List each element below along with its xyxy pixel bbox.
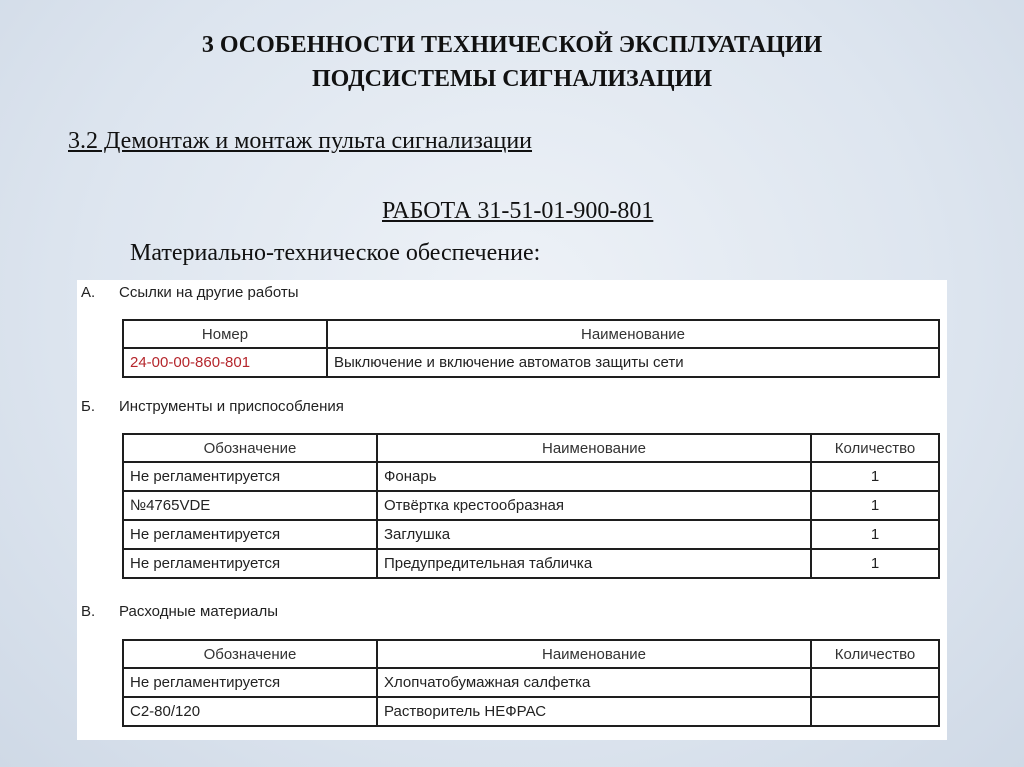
quantity-cell <box>811 668 939 697</box>
table-row <box>123 520 939 549</box>
designation-cell: №4765VDE <box>123 491 377 520</box>
section-a-letter: А. <box>81 284 96 301</box>
quantity-cell: 1 <box>811 520 939 549</box>
consumables-table <box>122 639 940 727</box>
header-designation: Обозначение <box>123 640 377 668</box>
slide-title-line-2: ПОДСИСТЕМЫ СИГНАЛИЗАЦИИ <box>311 66 713 92</box>
designation-cell: Не регламентируется <box>123 462 377 491</box>
section-b-letter: Б. <box>81 398 96 415</box>
table-header-row <box>123 434 939 462</box>
section-b-title: Инструменты и приспособления <box>119 398 344 415</box>
quantity-cell: 1 <box>811 462 939 491</box>
tools-table <box>122 433 940 579</box>
section-b-heading <box>81 395 344 419</box>
name-cell: Предупредительная табличка <box>377 549 811 578</box>
designation-cell: Не регламентируется <box>123 668 377 697</box>
header-name: Наименование <box>377 434 811 462</box>
table-row <box>123 491 939 520</box>
quantity-cell: 1 <box>811 491 939 520</box>
name-cell: Растворитель НЕФРАС <box>377 697 811 726</box>
table-row <box>123 348 939 377</box>
table-header-row <box>123 320 939 348</box>
document-panel <box>77 280 947 740</box>
section-c-letter: В. <box>81 603 96 620</box>
materials-label: Материально-техническое обеспечение: <box>130 240 541 266</box>
section-a-heading <box>81 281 299 305</box>
quantity-cell <box>811 697 939 726</box>
table-row <box>123 462 939 491</box>
section-c-title: Расходные материалы <box>119 603 278 620</box>
slide-title-line-1: 3 ОСОБЕННОСТИ ТЕХНИЧЕСКОЙ ЭКСПЛУАТАЦИИ <box>201 32 823 58</box>
header-name: Наименование <box>327 320 939 348</box>
table-row <box>123 668 939 697</box>
designation-cell: Не регламентируется <box>123 520 377 549</box>
header-quantity: Количество <box>811 434 939 462</box>
section-c-heading <box>81 600 278 624</box>
name-cell: Отвёртка крестообразная <box>377 491 811 520</box>
header-name: Наименование <box>377 640 811 668</box>
name-cell: Хлопчатобумажная салфетка <box>377 668 811 697</box>
work-number: РАБОТА 31-51-01-900-801 <box>382 198 654 224</box>
table-row <box>123 549 939 578</box>
slide-title <box>0 28 1024 96</box>
section-subtitle: 3.2 Демонтаж и монтаж пульта сигнализации <box>68 128 533 154</box>
reference-name: Выключение и включение автоматов защиты сети <box>327 348 939 377</box>
designation-cell: С2-80/120 <box>123 697 377 726</box>
table-header-row <box>123 640 939 668</box>
name-cell: Фонарь <box>377 462 811 491</box>
references-table <box>122 319 940 378</box>
table-row <box>123 697 939 726</box>
quantity-cell: 1 <box>811 549 939 578</box>
header-quantity: Количество <box>811 640 939 668</box>
name-cell: Заглушка <box>377 520 811 549</box>
header-number: Номер <box>123 320 327 348</box>
header-designation: Обозначение <box>123 434 377 462</box>
section-a-title: Ссылки на другие работы <box>119 284 299 301</box>
designation-cell: Не регламентируется <box>123 549 377 578</box>
reference-link[interactable]: 24-00-00-860-801 <box>123 348 327 377</box>
